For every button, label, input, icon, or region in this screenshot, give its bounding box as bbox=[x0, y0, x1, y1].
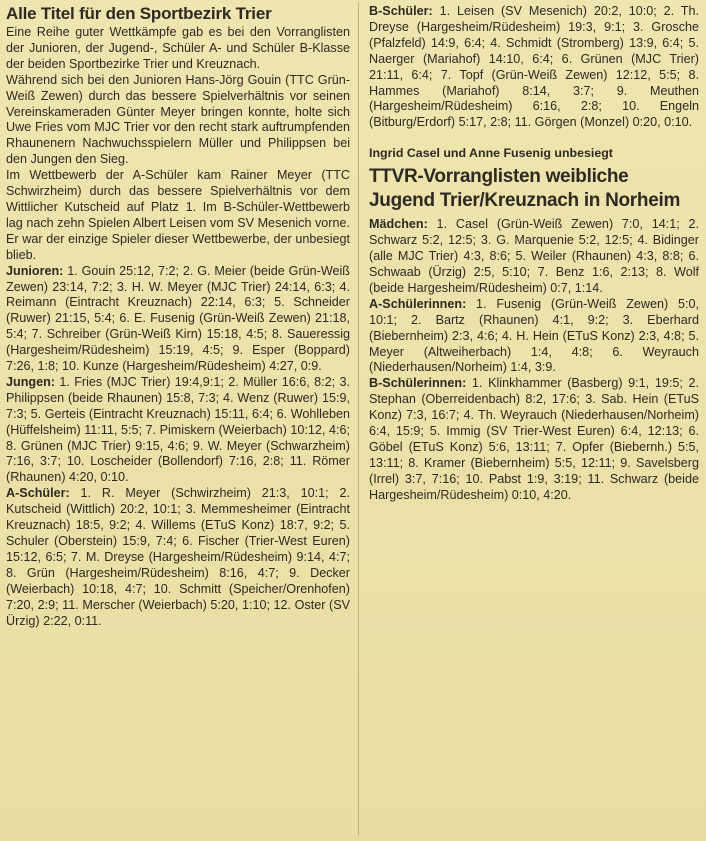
b-schueler-label: B-Schüler: bbox=[369, 4, 433, 18]
b-schuelerinnen-label: B-Schülerinnen: bbox=[369, 376, 467, 391]
column-divider bbox=[358, 2, 359, 835]
junioren-jungen-summary: Während sich bei den Junioren Hans-Jörg Gouin (TTC Grün-Weiß Zewen) durch das bessere Spielverhältnis vor seinen Vereinskameraden Günter Meyer bringen konnte, holte sich Uwe Fries vom MJC Trier vor den recht stark auftrumpfenden Rhaunenern Nachwuchsspielern Müller und Philippsen bei den Jungen den Sieg. bbox=[6, 72, 350, 167]
results-b-schueler bbox=[369, 4, 699, 131]
b-schueler-results-text: 1. Leisen (SV Mesenich) 20:2, 10:0; 2. Th. Dreyse (Hargesheim/Rüdesheim) 19:3, 9:1; 3. Grosche (Pfalzfeld) 14:9, 6:4; 4. Schmidt (Stromberg) 13:9, 6:4; 5. Naerger (Mariahof) 14:10, 6:4; 6. Grünen (MJC Trier) 21:11, 6:4; 7. Topf (Grün-Weiß Zewen) 12:12, 5:5; 8. Hammes (Mariahof) 8:14, 3:7; 9. Meuthen (Hargesheim/Rüdesheim) 6:16, 2:8; 10. Engeln (Bitburg/Erdorf) 5:17, 2:8; 11. Görgen (Monzel) 0:20, 0:10. bbox=[369, 4, 699, 130]
intro-paragraph: Eine Reihe guter Wettkämpfe gab es bei den Vorranglisten der Junioren, der Jugend-, Schüler A- und Schüler B-Klasse der beiden Sportbezirke Trier und Kreuznach. bbox=[6, 25, 350, 71]
results-a-schuelerinnen bbox=[369, 297, 699, 377]
a-schueler-results-text: 1. R. Meyer (Schwirzheim) 21:3, 10:1; 2. Kutscheid (Wittlich) 20:2, 10:1; 3. Memmesheimer (Eintracht Kreuznach) 18:5, 9:2; 4. Willems (ETuS Konz) 18:7, 9:2; 5. Schuler (Oberstein) 15:9, 7:4; 6. Fischer (Trier-West Euren) 15:12, 6:5; 7. M. Dreyse (Hargesheim/Rüdesheim) 9:14, 4:7; 8. Grün (Hargesheim/Rüdesheim) 8:16, 4:7; 9. Decker (Weierbach) 10:18, 4:7; 10. Schmitt (Speicher/Orenhofen) 7:20, 2:9; 11. Merscher (Weierbach) 5:20, 1:10; 12. Oster (SV Ürzig) 2:22, 0:11. bbox=[6, 486, 350, 628]
left-column bbox=[6, 4, 350, 629]
results-b-schuelerinnen bbox=[369, 376, 699, 503]
jungen-label: Jungen: bbox=[6, 374, 55, 389]
article-headline-right: TTVR-Vorranglisten weibliche Jugend Trier/Kreuznach in Norheim bbox=[369, 166, 681, 212]
results-junioren bbox=[6, 264, 350, 375]
article-kicker: Ingrid Casel und Anne Fusenig unbesiegt bbox=[369, 146, 613, 161]
results-jungen bbox=[6, 375, 350, 486]
a-schuelerinnen-results-text: 1. Fusenig (Grün-Weiß Zewen) 5:0, 10:1; 2. Bartz (Rhaunen) 4:1, 9:2; 3. Eberhard (Biebernheim) 2:3, 4:6; 4. H. Hein (ETuS Konz) 2:3, 4:8; 5. Meyer (Altweiherbach) 1:4, 4:8; 6. Weyrauch (Niederhausen/Norheim) 1:4, 3:9. bbox=[369, 296, 699, 375]
maedchen-label: Mädchen: bbox=[369, 217, 428, 232]
a-schueler-label: A-Schüler: bbox=[6, 486, 70, 501]
a-schuelerinnen-label: A-Schülerinnen: bbox=[369, 296, 467, 311]
schueler-summary: Im Wettbewerb der A-Schüler kam Rainer Meyer (TTC Schwirzheim) durch das bessere Spielverhältnis vor dem Wittlicher Kutscheid auf Platz 1. Im B-Schüler-Wettbewerb lag nach zehn Spielen Albert Leisen vom SV Mesenich vorne. Er war der einzige Spieler dieser Wettbewerbe, der unbesiegt blieb. bbox=[6, 168, 350, 262]
maedchen-results-text: 1. Casel (Grün-Weiß Zewen) 7:0, 14:1; 2. Schwarz 5:2, 12:5; 3. G. Marquenie 5:2, 12:5; 4. Bidinger (alle MJC Trier) 4:3, 8:6; 5. Weiler (Rhaunen) 4:3, 8:8; 6. Schwaab (Ürzig) 2:5, 5:10; 7. Benz 1:6, 2:13; 8. Wolf (beide Hargesheim/Rüdesheim) 0:7, 1:14. bbox=[369, 217, 699, 295]
b-schuelerinnen-results-text: 1. Klinkhammer (Basberg) 9:1, 19:5; 2. Stephan (Oberreidenbach) 8:2, 17:6; 3. Sab. Hein (ETuS Konz) 7:3, 16:7; 4. Th. Weyrauch (Niederhausen/Norheim) 6:4, 15:9; 5. Immig (SV Trier-West Euren) 6:4, 12:13; 6. Göbel (ETuS Konz) 5:6, 13:11; 7. Opfer (Biebernh.) 5:5, 13:11; 8. Kramer (Biebernheim) 5:5, 12:11; 9. Savelsberg (Irrel) 3:7, 7:16; 10. Pabst 1:9, 3:19; 11. Schwarz (beide Hargesheim/Rüdesheim) 0:10, 4:20. bbox=[369, 376, 699, 502]
results-maedchen bbox=[369, 217, 699, 297]
right-column bbox=[369, 4, 699, 504]
article-headline-left: Alle Titel für den Sportbezirk Trier bbox=[6, 4, 272, 23]
jungen-results-text: 1. Fries (MJC Trier) 19:4,9:1; 2. Müller 16:6, 8:2; 3. Philippsen (beide Rhaunen) 15:8, 7:3; 4. Wenz (Ruwer) 15:9, 7:3; 5. Gerteis (Eintracht Kreuznach) 15:11, 6:4; 6. Wohlleben (Hüffelsheim) 11:11, 5:5; 7. Pimiskern (Weierbach) 10:12, 4:6; 8. Grünen (MJC Trier) 9:15, 4:6; 9. W. Meyer (Schwarzheim) 7:16, 3:7; 10. Loscheider (Bollendorf) 7:16, 2:8; 11. Römer (Rhaunen) 4:20, 0:10. bbox=[6, 374, 350, 485]
results-a-schueler bbox=[6, 486, 350, 629]
junioren-results-text: 1. Gouin 25:12, 7:2; 2. G. Meier (beide Grün-Weiß Zewen) 23:14, 7:2; 3. H. W. Meyer (MJC Trier) 24:14, 6:3; 4. Reimann (Eintracht Kreuznach) 22:14, 6:3; 5. Schneider (Ruwer) 21:15, 5:4; 6. E. Fusenig (Grün-Weiß Zewen) 21:18, 5:4; 7. Schreiber (Grün-Weiß Kirn) 15:18, 4:5; 8. Saueressig (Hargesheim/Rüdesheim) 15:19, 4:5; 9. Esper (Boppard) 7:26, 1:8; 10. Kunze (Hargesheim/Rüdesheim) 4:27, 0:9. bbox=[6, 263, 350, 374]
junioren-label: Junioren: bbox=[6, 263, 64, 278]
